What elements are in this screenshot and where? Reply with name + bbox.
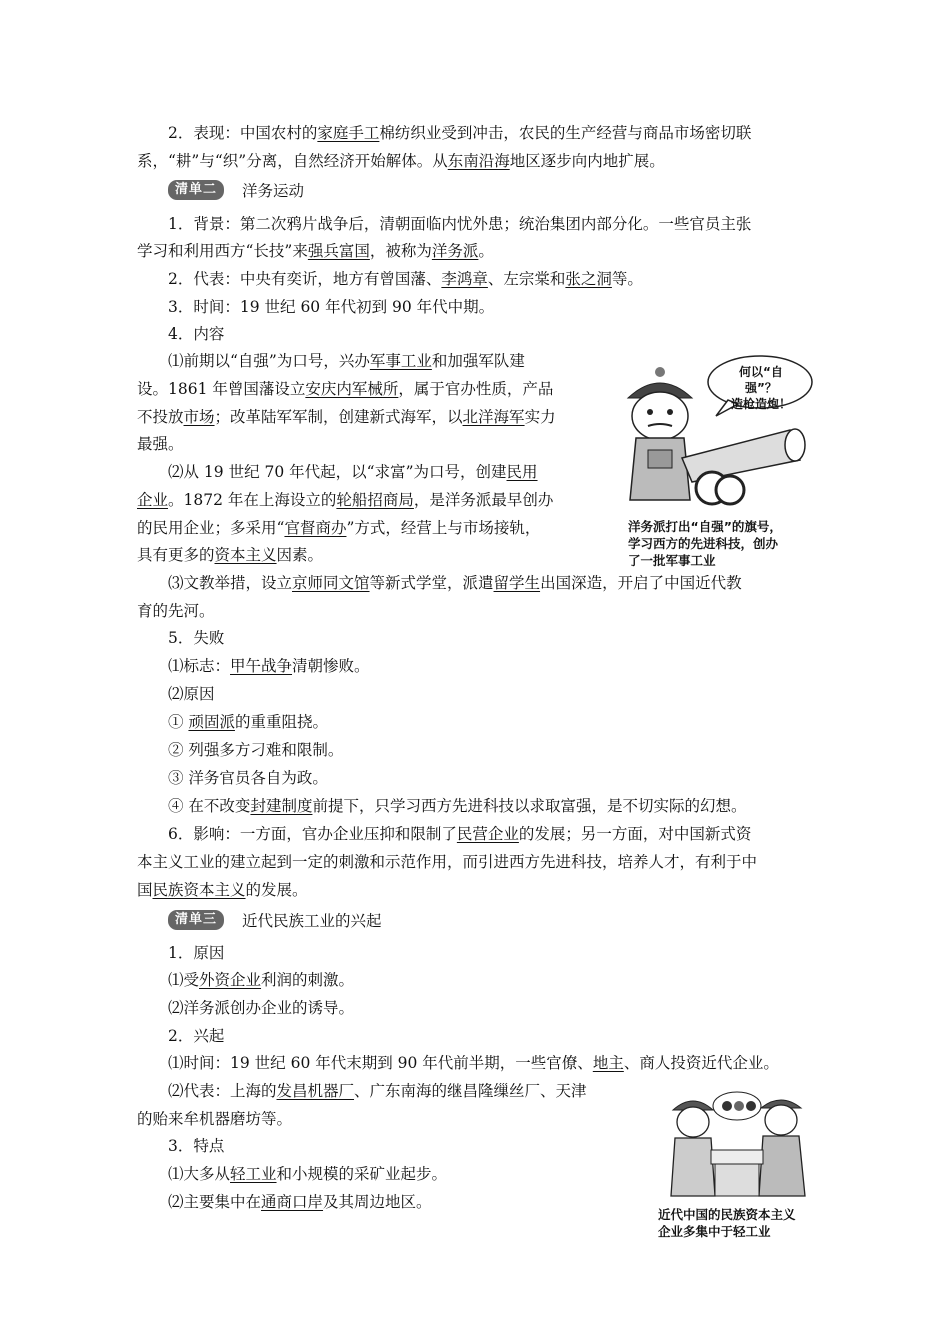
- text: ，被称为: [369, 242, 432, 260]
- text-line: [168, 823, 751, 845]
- text-line: [137, 544, 323, 566]
- text: 学习和利用西方“长技”来: [137, 242, 308, 260]
- keyword: 外资企业: [199, 971, 262, 989]
- keyword: 甲午战争: [230, 657, 293, 675]
- text-line: [168, 296, 494, 318]
- text: ④ 在不改变: [168, 797, 251, 815]
- text: 等新式学堂，派遣: [369, 574, 494, 592]
- text-line: [168, 1052, 779, 1074]
- keyword: 李鸿章: [441, 270, 488, 288]
- keyword: 官督商办: [284, 519, 347, 537]
- text-line: [137, 378, 553, 400]
- keyword: 强兵富国: [307, 242, 370, 260]
- section-header: [168, 909, 382, 931]
- text: ⑵主要集中在: [168, 1193, 262, 1211]
- text: ⑶文教举措，设立: [168, 574, 293, 592]
- text: 1．原因: [168, 944, 225, 962]
- text-line: [137, 879, 308, 901]
- text: ⑴受: [168, 971, 200, 989]
- text: ，是洋务派最早创办: [413, 491, 554, 509]
- text: ⑵原因: [168, 685, 215, 703]
- text: 国: [137, 881, 153, 899]
- text: ⑵代表：上海的: [168, 1082, 277, 1100]
- text-line: [168, 461, 538, 483]
- text: 3．特点: [168, 1137, 225, 1155]
- keyword: 发昌机器厂: [276, 1082, 355, 1100]
- caption-line: 近代中国的民族资本主义: [658, 1207, 796, 1222]
- keyword: 资本主义: [214, 546, 277, 564]
- text: ⑵从 19 世纪 70 年代起，以“求富”为口号，创建: [168, 463, 507, 481]
- text: 4．内容: [168, 325, 225, 343]
- keyword: 留学生: [493, 574, 541, 592]
- text: ② 列强多方刁难和限制。: [168, 741, 344, 759]
- keyword: 市场: [183, 408, 215, 426]
- text: 的重重阻挠。: [234, 713, 328, 731]
- text: 6．影响：一方面，官办企业压抑和限制了: [168, 825, 457, 843]
- caption-line: 洋务派打出“自强”的旗号，: [628, 519, 782, 534]
- text-line: [168, 683, 215, 705]
- keyword: 家庭手工: [317, 124, 380, 142]
- text: 出国深造，开启了中国近代教: [540, 574, 742, 592]
- text: ①: [168, 713, 189, 731]
- text-line: [137, 1108, 292, 1130]
- text-line: [137, 150, 665, 172]
- text-line: [168, 997, 354, 1019]
- text: 的发展；另一方面，对中国新式资: [518, 825, 752, 843]
- text: ；改革陆军军制，创建新式海军，以: [214, 408, 463, 426]
- text-line: [168, 1025, 224, 1047]
- text: 2．兴起: [168, 1027, 225, 1045]
- text: 清朝惨败。: [292, 657, 370, 675]
- text: 设。1861 年曾国藩设立: [137, 380, 306, 398]
- text: 因素。: [276, 546, 324, 564]
- text: ，属于官办性质，产品: [398, 380, 554, 398]
- section-badge: 清单二: [168, 180, 224, 200]
- text-line: [137, 240, 494, 262]
- text-line: [168, 122, 751, 144]
- text-line: [137, 600, 215, 622]
- merchants-illustration: [665, 1088, 810, 1198]
- text: 和小规模的采矿业起步。: [276, 1165, 448, 1183]
- keyword: 企业: [137, 491, 169, 509]
- figure-caption: [658, 1206, 796, 1240]
- section-header: [168, 179, 304, 201]
- text: 地区逐步向内地扩展。: [509, 152, 665, 170]
- keyword: 北洋海军: [462, 408, 525, 426]
- text: 本主义工业的建立起到一定的刺激和示范作用，而引进西方先进科技，培养人才，有利于中: [137, 853, 758, 871]
- caption-line: 企业多集中于轻工业: [658, 1224, 771, 1239]
- text: 、广东南海的继昌隆缫丝厂、天津: [354, 1082, 587, 1100]
- text: 3．时间：19 世纪 60 年代初到 90 年代中期。: [168, 298, 495, 316]
- text-line: [168, 213, 751, 235]
- text: 。1872 年在上海设立的: [168, 491, 337, 509]
- keyword: 安庆内军械所: [305, 380, 399, 398]
- text: 不投放: [137, 408, 184, 426]
- text-line: [168, 711, 328, 733]
- text: ⑴时间：19 世纪 60 年代末期到 90 年代前半期，一些官僚、: [168, 1054, 593, 1072]
- text-line: [168, 268, 643, 290]
- keyword: 军事工业: [369, 352, 432, 370]
- text: 前提下，只学习西方先进科技以求取富强，是不切实际的幻想。: [312, 797, 747, 815]
- text: ⑴标志：: [168, 657, 231, 675]
- text-line: [168, 572, 742, 594]
- text-line: [168, 739, 343, 761]
- text-line: [137, 851, 757, 873]
- keyword: 顽固派: [188, 713, 235, 731]
- text-line: [168, 350, 525, 372]
- keyword: 民营企业: [456, 825, 519, 843]
- text: 。: [478, 242, 494, 260]
- bubble-text: 何以“自强”？: [739, 365, 783, 395]
- section-title: 近代民族工业的兴起: [242, 912, 382, 930]
- text-line: [168, 942, 224, 964]
- caption-line: 学习西方的先进科技，创办: [628, 536, 779, 551]
- text-line: [168, 655, 370, 677]
- section-badge: 清单三: [168, 910, 224, 930]
- merchants-cartoon-icon: [665, 1088, 810, 1198]
- text-line: [168, 1163, 447, 1185]
- keyword: 民用: [506, 463, 538, 481]
- text: 、左宗棠和: [487, 270, 566, 288]
- text-line: [168, 323, 224, 345]
- text-line: [137, 489, 553, 511]
- text: 、商人投资近代企业。: [623, 1054, 779, 1072]
- keyword: 通商口岸: [261, 1193, 324, 1211]
- keyword: 京师同文馆: [292, 574, 370, 592]
- bubble-text: 造枪造炮！: [730, 397, 791, 411]
- text: ③ 洋务官员各自为政。: [168, 769, 328, 787]
- keyword: 张之洞: [565, 270, 612, 288]
- text: 及其周边地区。: [323, 1193, 432, 1211]
- text: 等。: [611, 270, 643, 288]
- text: 实力: [524, 408, 556, 426]
- keyword: 民族资本主义: [152, 881, 246, 899]
- text-line: [168, 767, 328, 789]
- text: 棉纺织业受到冲击，农民的生产经营与商品市场密切联: [379, 124, 752, 142]
- text: 5．失败: [168, 629, 225, 647]
- text: 具有更多的: [137, 546, 215, 564]
- text: 利润的刺激。: [261, 971, 355, 989]
- keyword: 轻工业: [230, 1165, 277, 1183]
- text: ”方式，经营上与市场接轨，: [346, 519, 541, 537]
- text: 2．表现：中国农村的: [168, 124, 318, 142]
- text-line: [137, 433, 184, 455]
- caption-line: 了一批军事工业: [628, 553, 716, 568]
- text-line: [137, 406, 556, 428]
- keyword: 地主: [592, 1054, 624, 1072]
- keyword: 封建制度: [250, 797, 313, 815]
- keyword: 轮船招商局: [336, 491, 414, 509]
- text: 育的先河。: [137, 602, 215, 620]
- text: 的民用企业；多采用“: [137, 519, 285, 537]
- text-line: [168, 795, 746, 817]
- text-line: [168, 969, 354, 991]
- text: 的贻来牟机器磨坊等。: [137, 1110, 293, 1128]
- text-line: [168, 1080, 587, 1102]
- text: 最强。: [137, 435, 184, 453]
- text: ⑵洋务派创办企业的诱导。: [168, 999, 355, 1017]
- keyword: 东南沿海: [447, 152, 510, 170]
- speech-bubble: [728, 364, 794, 412]
- text: 2．代表：中央有奕䜣，地方有曾国藩、: [168, 270, 442, 288]
- cannon-illustration: [620, 350, 820, 510]
- figure-caption: [628, 518, 782, 569]
- text: 的发展。: [245, 881, 308, 899]
- text-line: [168, 1135, 224, 1157]
- text-line: [137, 517, 540, 539]
- text: 和加强军队建: [431, 352, 525, 370]
- text: ⑴前期以“自强”为口号，兴办: [168, 352, 370, 370]
- keyword: 洋务派: [431, 242, 479, 260]
- text: 系，“耕”与“织”分离，自然经济开始解体。从: [137, 152, 448, 170]
- text-line: [168, 1191, 432, 1213]
- section-title: 洋务运动: [242, 182, 305, 200]
- text-line: [168, 627, 224, 649]
- text: 1．背景：第二次鸦片战争后，清朝面临内忧外患；统治集团内部分化。一些官员主张: [168, 215, 752, 233]
- text: ⑴大多从: [168, 1165, 231, 1183]
